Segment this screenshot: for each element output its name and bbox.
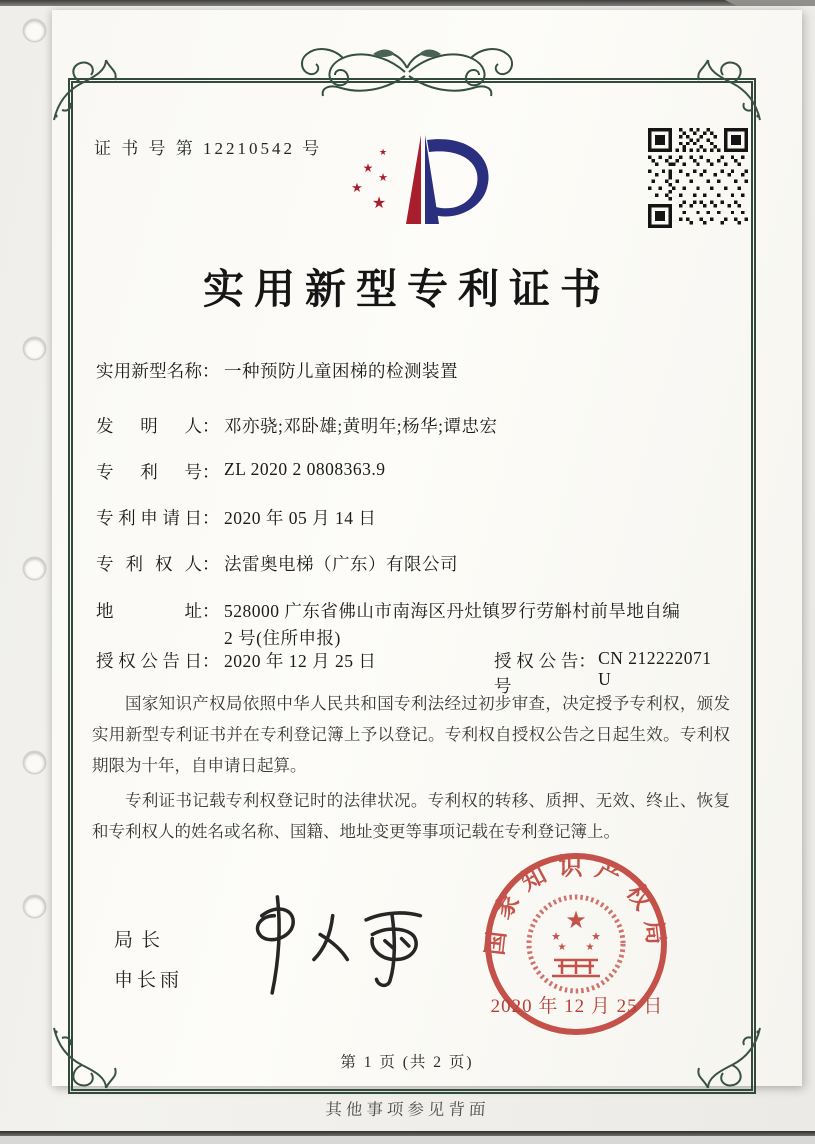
svg-text:★: ★ — [378, 171, 388, 184]
field-value: 一种预防儿童困梯的检测装置 — [224, 361, 458, 381]
field-inventors: 发明人 ： 邓亦骁;邓卧雄;黄明年;杨华;谭忠宏 — [96, 413, 497, 438]
field-patent-number: 专利号 ： ZL 2020 2 0808363.9 — [96, 459, 386, 482]
legal-paragraph-1: 国家知识产权局依照中华人民共和国专利法经过初步审查，决定授予专利权，颁发实用新型专利证书并在专利登记簿上予以登记。专利权自授权公告之日起生效。专利权期限为十年，自申请日起算。 — [92, 694, 730, 775]
cnipa-logo — [345, 126, 495, 241]
field-label: 发明人 — [96, 416, 202, 436]
svg-text:★: ★ — [371, 193, 387, 212]
scan-edge-bottom — [0, 1131, 815, 1136]
field-filing-date: 专利申请日 ： 2020 年 05 月 14 日 — [96, 505, 376, 530]
seal-ring-text: 国家知识产权局 — [482, 854, 670, 957]
qr-code — [648, 128, 748, 228]
field-value: 2020 年 12 月 25 日 — [224, 651, 377, 671]
field-value: 528000 广东省佛山市南海区丹灶镇罗行劳斛村前旱地自编 2 号(住所申报) — [224, 601, 681, 648]
page-indicator: 第 1 页 (共 2 页) — [340, 1054, 474, 1071]
field-value: 法雷奥电梯（广东）有限公司 — [224, 554, 458, 574]
field-label: 专利权人 — [96, 554, 202, 574]
legal-paragraph-2: 专利证书记载专利权登记时的法律状况。专利权的转移、质押、无效、终止、恢复和专利权人的姓名或名称、国籍、地址变更等事项记载在专利登记簿上。 — [92, 791, 730, 841]
field-label: 授权公告日 — [96, 651, 202, 671]
legal-text — [92, 688, 730, 851]
binder-hole — [24, 338, 45, 359]
commissioner-title: 局长 — [114, 930, 169, 951]
seal-emblem-gate — [552, 960, 600, 976]
certificate-number: 证 书 号 第 12210542 号 — [94, 139, 323, 158]
back-side-note: 其他事项参见背面 — [324, 1100, 490, 1119]
certificate-page — [52, 10, 802, 1086]
svg-text:★: ★ — [362, 161, 374, 175]
binder-hole — [24, 752, 45, 773]
field-label: 实用新型名称 — [96, 361, 202, 381]
document-title: 实用新型专利证书 — [203, 266, 611, 312]
field-value: ZL 2020 2 0808363.9 — [224, 459, 386, 479]
field-value: CN 212222071 U — [598, 648, 712, 689]
field-label: 专利申请日 — [96, 508, 202, 528]
field-grant-number: 授权公告号 ： CN 212222071 U — [494, 648, 716, 698]
corner-flourish-top-right — [696, 54, 766, 124]
signature-strokes — [220, 882, 460, 1012]
field-label: 专利号 — [96, 462, 202, 482]
field-label: 地址 — [96, 601, 202, 621]
top-center-flourish — [277, 38, 537, 102]
binder-hole — [24, 558, 45, 579]
svg-text:★: ★ — [557, 942, 567, 953]
field-patentee: 专利权人 ： 法雷奥电梯（广东）有限公司 — [96, 551, 458, 576]
field-address: 地址 ： 528000 广东省佛山市南海区丹灶镇罗行劳斛村前旱地自编 2 号(住所申报) — [96, 598, 694, 652]
seal-date: 2020 年 12 月 25 日 — [490, 996, 664, 1017]
field-value: 邓亦骁;邓卧雄;黄明年;杨华;谭忠宏 — [224, 416, 498, 436]
binder-hole — [24, 896, 45, 917]
svg-text:★: ★ — [351, 181, 363, 196]
corner-flourish-top-left — [48, 54, 118, 124]
svg-text:★: ★ — [565, 906, 587, 934]
commissioner-name: 申长雨 — [114, 970, 184, 991]
svg-text:★: ★ — [591, 930, 601, 943]
field-label: 授权公告号 — [494, 651, 579, 696]
field-grant-line: 授权公告日 ： 2020 年 12 月 25 日 授权公告号 ： CN 212222071 U — [96, 648, 716, 673]
field-utility-model-name: 实用新型名称 ： 一种预防儿童困梯的检测装置 — [96, 358, 458, 383]
svg-text:★: ★ — [378, 148, 388, 158]
field-value: 2020 年 05 月 14 日 — [224, 508, 377, 528]
svg-text:★: ★ — [585, 942, 595, 953]
binder-hole — [24, 20, 45, 41]
svg-text:★: ★ — [551, 930, 561, 943]
